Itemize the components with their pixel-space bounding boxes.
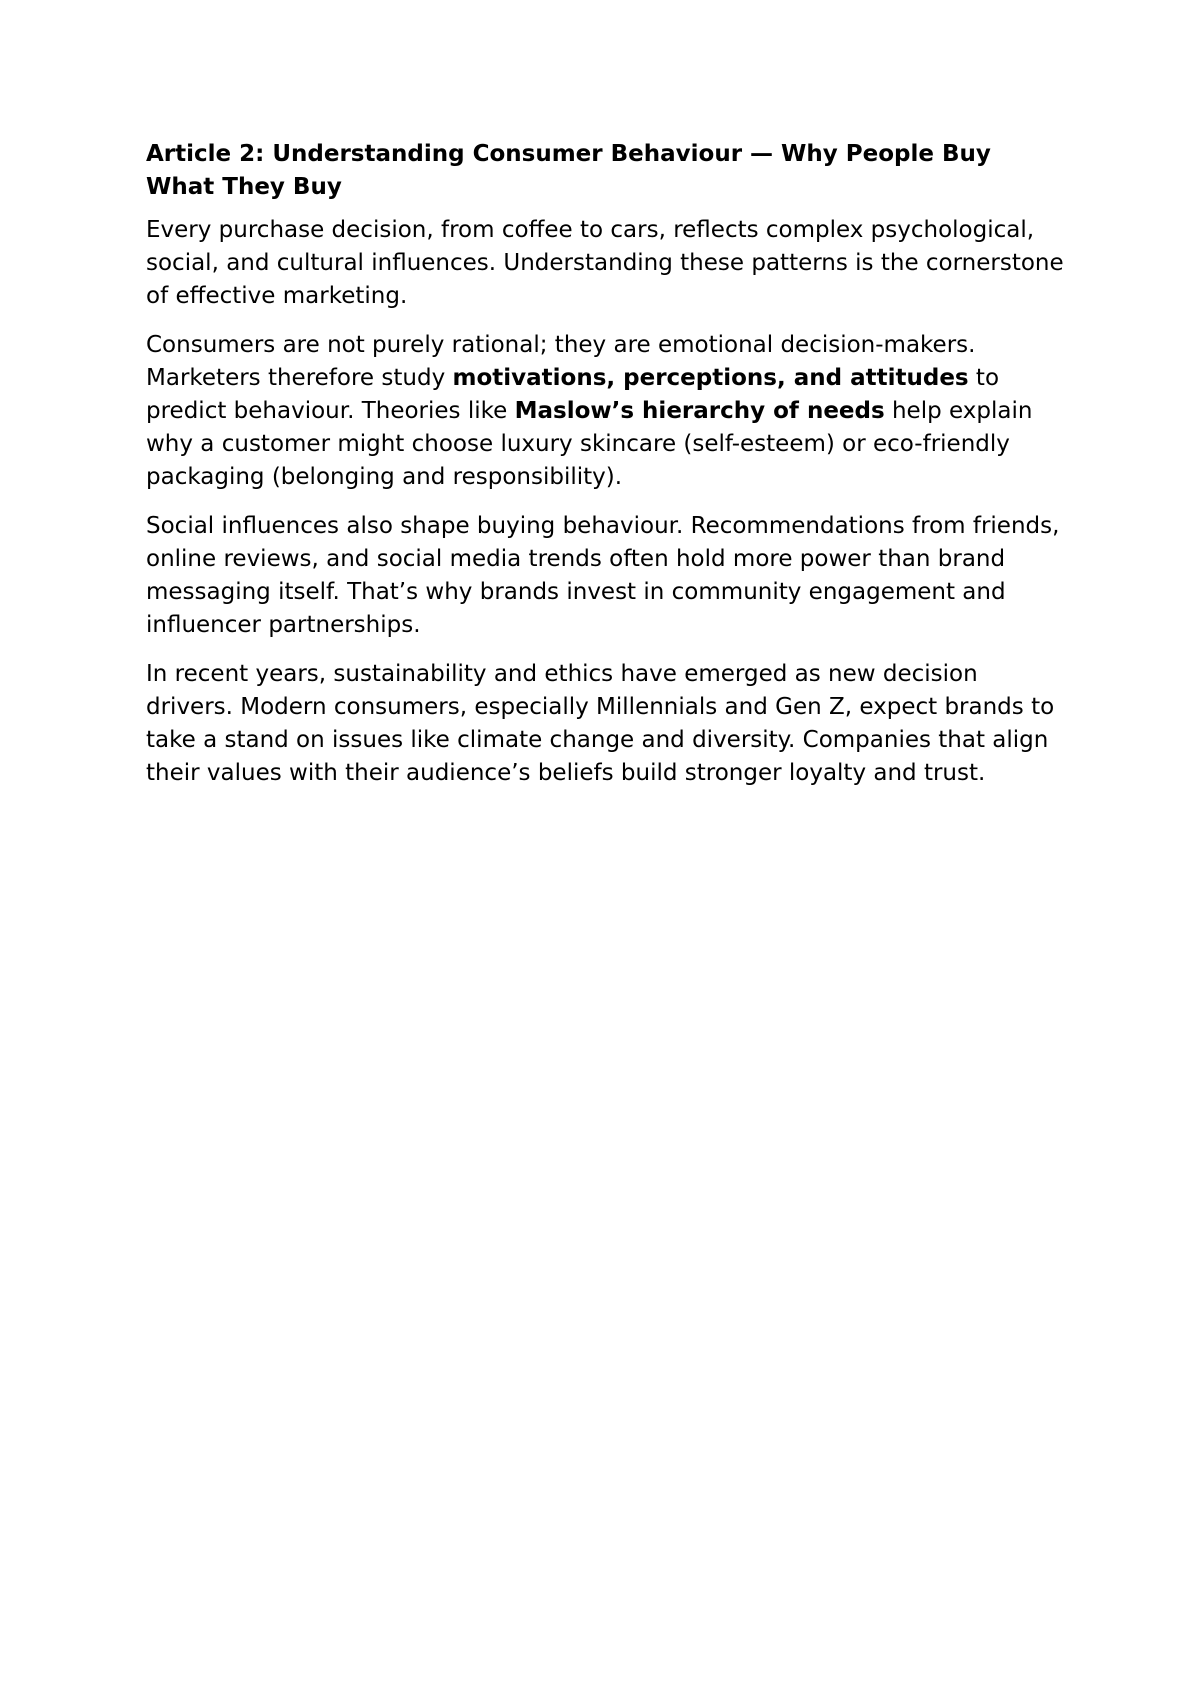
- paragraph-psychology-text-3: help explain why a customer might choose luxury skincare (self-esteem) or eco-friendly packaging (belonging and responsibility).: [146, 398, 1033, 490]
- emphasis-motivations: motivations, perceptions, and attitudes: [452, 365, 969, 391]
- emphasis-maslow: Maslow’s hierarchy of needs: [514, 398, 885, 424]
- paragraph-psychology-text-2: to predict behaviour. Theories like: [146, 365, 1000, 424]
- paragraph-psychology: [146, 329, 1066, 494]
- paragraph-intro: Every purchase decision, from coffee to cars, reflects complex psychological, social, and cultural influences. Understanding these patterns is the cornerstone of effective marketing.: [146, 217, 1064, 309]
- article-title: Article 2: Understanding Consumer Behaviour — Why People Buy What They Buy: [146, 141, 991, 200]
- paragraph-social: Social influences also shape buying behaviour. Recommendations from friends, online reviews, and social media trends often hold more power than brand messaging itself. That’s why brands invest in community engagement and influencer partnerships.: [146, 513, 1060, 638]
- paragraph-sustainability: In recent years, sustainability and ethics have emerged as new decision drivers. Modern consumers, especially Millennials and Gen Z, expect brands to take a stand on issues like climate change and diversity. Companies that align their values with their audience’s beliefs build stronger loyalty and trust.: [146, 661, 1055, 786]
- paragraph-psychology-text-1: Consumers are not purely rational; they are emotional decision-makers. Marketers therefore study: [146, 332, 976, 391]
- document-page: [146, 138, 1066, 806]
